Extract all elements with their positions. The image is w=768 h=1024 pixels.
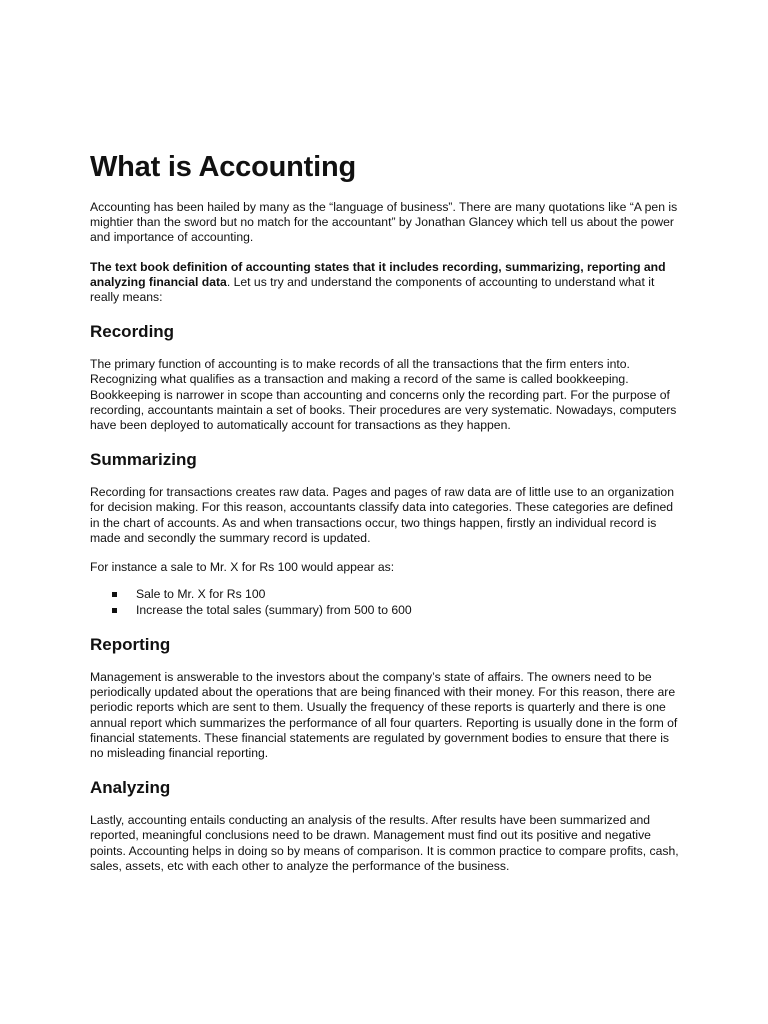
square-bullet-icon	[112, 592, 117, 597]
section-paragraph: For instance a sale to Mr. X for Rs 100 would appear as:	[90, 560, 395, 575]
section-paragraph: Management is answerable to the investors about the company’s state of affairs. The owners need to be periodically updated about the operations that are being financed with their money. For this reason, there are periodic reports which are sent to them. Usually the frequency of these reports is quarterly and there is one annual report which summarizes the performance of all four quarters. Reporting is usually done in the form of financial statements. These financial statements are regulated by government bodies to ensure that there is no misleading financial reporting.	[90, 670, 678, 761]
page-title: What is Accounting	[90, 151, 356, 183]
section-reporting	[90, 634, 680, 761]
section-heading-summarizing: Summarizing	[90, 450, 197, 470]
definition-bold-text: The text book definition of accounting states that it includes recording, summarizing, reporting and analyzing financial data	[90, 259, 666, 289]
definition-rest-text: . Let us try and understand the components of accounting to understand what it really means:	[90, 274, 655, 305]
section-recording	[90, 321, 680, 433]
section-analyzing	[90, 777, 680, 874]
definition-paragraph	[90, 260, 680, 306]
intro-paragraph: Accounting has been hailed by many as the “language of business”. There are many quotations like “A pen is mightier than the sword but no match for the accountant” by Jonathan Glancey which tell us about the power and importance of accounting.	[90, 200, 678, 245]
section-paragraph: Lastly, accounting entails conducting an analysis of the results. After results have been summarized and reported, meaningful conclusions need to be drawn. Management must find out its positive and negative points. Accounting helps in doing so by means of comparison. It is common practice to compare profits, cash, sales, assets, etc with each other to analyze the performance of the business.	[90, 813, 679, 873]
list-item	[112, 603, 680, 618]
section-paragraph: The primary function of accounting is to make records of all the transactions that the firm enters into. Recognizing what qualifies as a transaction and making a record of the same is called bookkeeping. Bookkeeping is narrower in scope than accounting and concerns only the recording part. For the purpose of recording, accountants maintain a set of books. Their procedures are very systematic. Nowadays, computers have been deployed to automatically account for transactions as they happen.	[90, 357, 677, 433]
list-item	[112, 587, 680, 602]
list-item-text: Increase the total sales (summary) from 500 to 600	[136, 602, 412, 617]
section-heading-analyzing: Analyzing	[90, 778, 171, 798]
square-bullet-icon	[112, 608, 117, 613]
section-summarizing	[90, 449, 680, 618]
list-item-text: Sale to Mr. X for Rs 100	[136, 587, 266, 602]
document-body	[90, 150, 680, 888]
section-heading-recording: Recording	[90, 322, 175, 342]
section-paragraph: Recording for transactions creates raw data. Pages and pages of raw data are of little use to an organization for decision making. For this reason, accountants classify data into categories. These categories are defined in the chart of accounts. As and when transactions occur, two things happen, firstly an individual record is made and secondly the summary record is updated.	[90, 485, 674, 545]
bullet-list	[90, 587, 680, 618]
section-heading-reporting: Reporting	[90, 635, 171, 655]
